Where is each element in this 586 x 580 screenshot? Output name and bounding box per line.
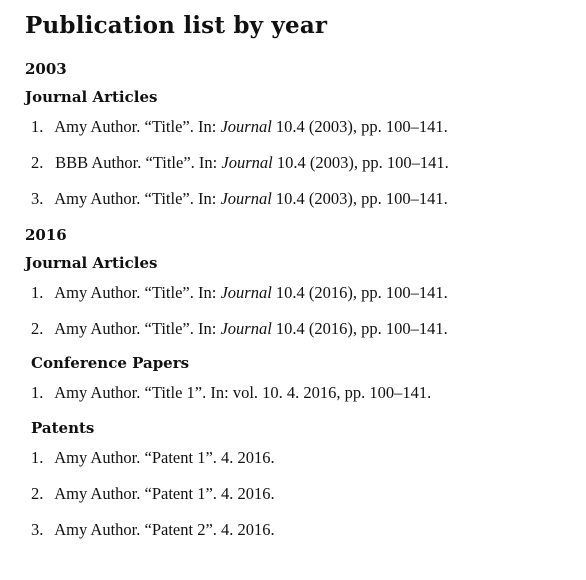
item-citation-details: 10.4 (2016), pp. 100–141. [271,283,448,302]
section-heading-journal-articles-2003: Journal Articles [25,88,158,106]
list-item [31,319,448,339]
list-item [31,283,448,303]
item-number: 2. [31,153,44,172]
item-number: 1. [31,383,44,402]
item-citation-text: Amy Author. “Title”. In: [54,319,221,338]
section-heading-patents: Patents [31,419,95,437]
item-citation-text: Amy Author. “Title”. In: [54,283,221,302]
item-number: 1. [31,448,44,467]
item-citation-details: 10.4 (2003), pp. 100–141. [271,117,448,136]
item-citation-text: Amy Author. “Patent 1”. 4. 2016. [54,448,275,467]
item-citation-text: Amy Author. “Patent 2”. 4. 2016. [54,520,275,539]
item-citation-text: Amy Author. “Title”. In: [54,117,221,136]
item-citation-text: Amy Author. “Title”. In: [54,189,221,208]
item-number: 2. [31,484,44,503]
item-journal: Journal [220,319,272,338]
year-heading-2016: 2016 [25,226,67,244]
item-number: 1. [31,283,44,302]
item-journal: Journal [220,189,272,208]
item-journal: Journal [220,117,272,136]
item-number: 3. [31,189,44,208]
year-heading-2003: 2003 [25,60,67,78]
item-journal: Journal [221,153,273,172]
section-heading-conference-papers: Conference Papers [31,354,190,372]
page-title: Publication list by year [25,12,328,39]
item-number: 2. [31,319,44,338]
list-item [31,448,275,468]
item-citation-details: 10.4 (2003), pp. 100–141. [272,153,449,172]
list-item [31,117,448,137]
item-citation-text: BBB Author. “Title”. In: [55,153,222,172]
list-item [31,189,448,209]
item-citation-text: Amy Author. “Patent 1”. 4. 2016. [54,484,275,503]
item-citation-details: 10.4 (2016), pp. 100–141. [271,319,448,338]
list-item [31,153,449,173]
item-journal: Journal [220,283,272,302]
item-citation-text: Amy Author. “Title 1”. In: vol. 10. 4. 2016, pp. 100–141. [54,383,432,402]
item-number: 1. [31,117,44,136]
section-heading-journal-articles-2016: Journal Articles [25,254,158,272]
list-item [31,520,275,540]
list-item [31,383,431,403]
list-item [31,484,275,504]
item-number: 3. [31,520,44,539]
item-citation-details: 10.4 (2003), pp. 100–141. [271,189,448,208]
